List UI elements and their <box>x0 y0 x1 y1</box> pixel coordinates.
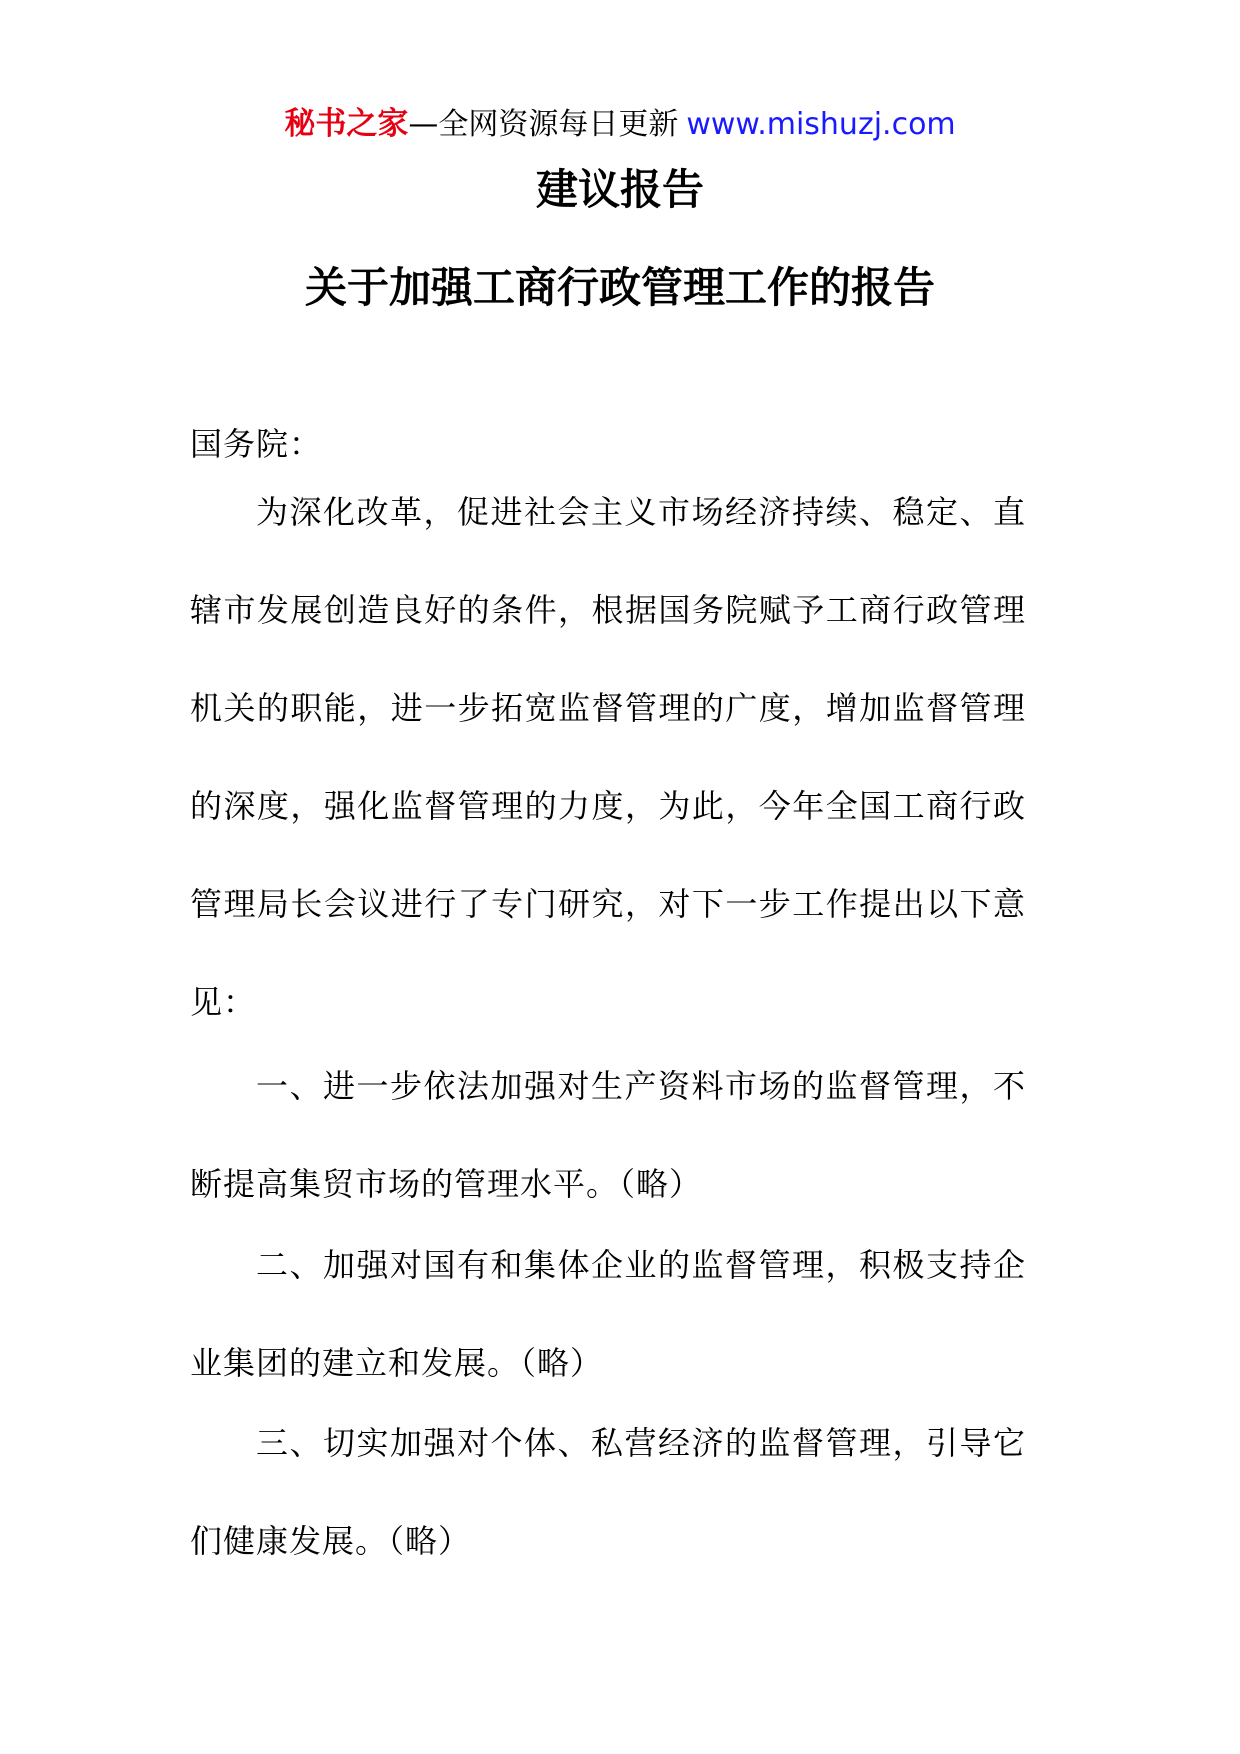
paragraph-intro: 为深化改革，促进社会主义市场经济持续、稳定、直辖市发展创造良好的条件，根据国务院赋予工商行政管理机关的职能，进一步拓宽监督管理的广度，增加监督管理的深度，强化监督管理的力度，为此，今年全国工商行政管理局长会议进行了专门研究，对下一步工作提出以下意见： <box>190 493 1026 1021</box>
header-slogan: —全网资源每日更新 <box>408 107 679 142</box>
document-type-heading: 建议报告 <box>535 165 704 214</box>
paragraph-item-3: 三、切实加强对个体、私营经济的监督管理，引导它们健康发展。（略） <box>190 1424 1026 1560</box>
salutation: 国务院： <box>190 425 323 463</box>
document-title: 关于加强工商行政管理工作的报告 <box>304 263 935 312</box>
paragraph-item-1: 一、进一步依法加强对生产资料市场的监督管理，不断提高集贸市场的管理水平。（略） <box>190 1067 1026 1203</box>
site-url-link[interactable]: www.mishuzj.com <box>686 107 956 142</box>
brand-name: 秘书之家 <box>284 106 409 142</box>
paragraph-item-2: 二、加强对国有和集体企业的监督管理，积极支持企业集团的建立和发展。（略） <box>190 1246 1026 1382</box>
site-header <box>0 98 1240 151</box>
